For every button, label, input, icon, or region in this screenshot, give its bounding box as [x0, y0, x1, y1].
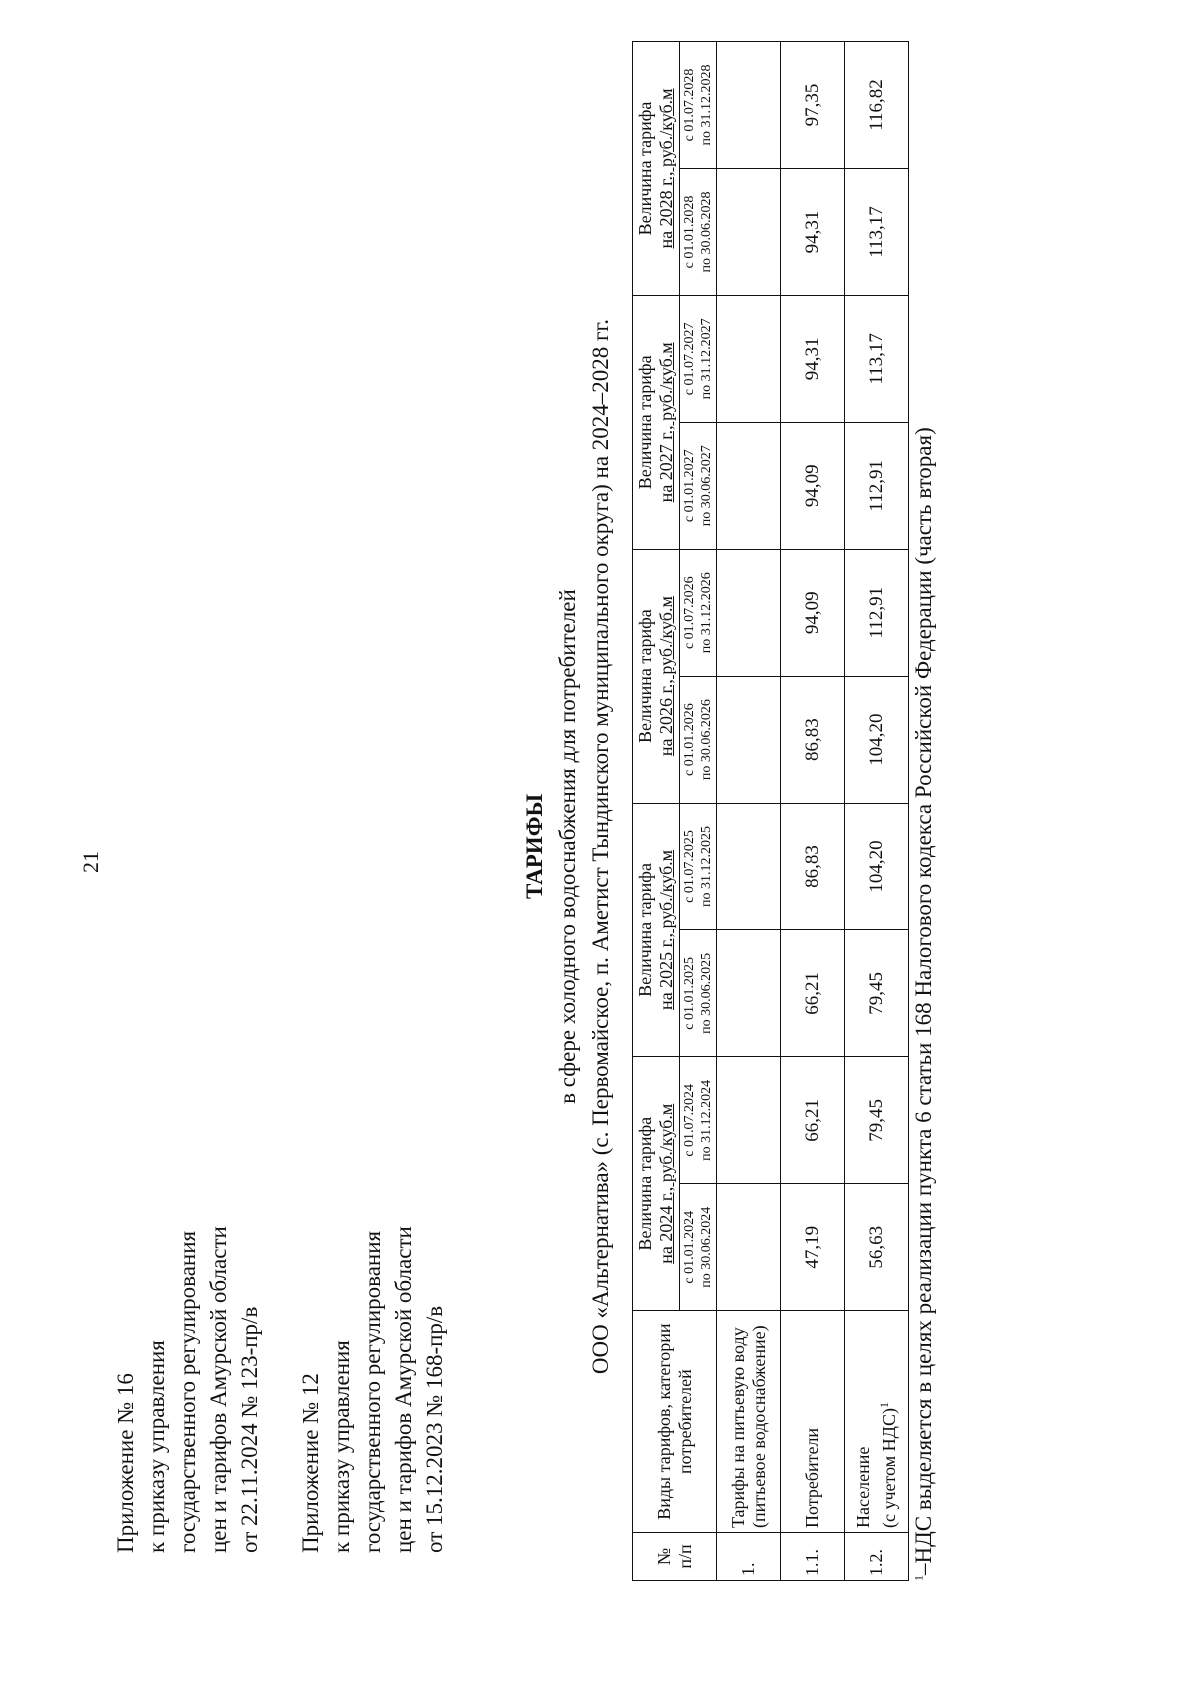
- appendix-line: Приложение № 12: [298, 1373, 323, 1553]
- period-start: с 01.07.2025: [682, 830, 697, 903]
- tariff-value: [717, 803, 781, 930]
- period-end: по 31.12.2024: [699, 1079, 714, 1161]
- table-row: [845, 42, 909, 1581]
- period-start: с 01.01.2026: [682, 703, 697, 776]
- header-year-2026: [633, 549, 680, 803]
- period-cell: [680, 169, 717, 296]
- header-text: Величина тарифа: [635, 101, 655, 236]
- period-end: по 30.06.2026: [699, 699, 714, 781]
- row-number: 1.: [717, 1533, 781, 1581]
- period-cell: [680, 803, 717, 930]
- header-text: Величина тарифа: [635, 355, 655, 490]
- period-cell: [680, 422, 717, 549]
- document-subtitle: в сфере холодного водоснабжения для потребителей: [555, 589, 580, 1104]
- tariff-value: 97,35: [781, 42, 845, 169]
- appendix-reference-2: [295, 1226, 450, 1553]
- period-start: с 01.07.2024: [682, 1083, 697, 1157]
- period-end: по 30.06.2027: [699, 445, 714, 527]
- header-text: потребителей: [674, 1369, 695, 1474]
- period-end: по 31.12.2027: [699, 318, 714, 400]
- appendix-line: к приказу управления: [329, 1340, 354, 1553]
- appendix-line: к приказу управления: [144, 1340, 169, 1553]
- category-text: Тарифы на питьевую воду: [727, 1327, 748, 1529]
- tariff-value: [717, 295, 781, 422]
- footnote-text: –НДС выделяется в целях реализации пункта 6 статьи 168 Налогового кодекса Российской Федерации (часть вторая): [911, 427, 936, 1575]
- tariff-value: [717, 676, 781, 803]
- period-start: с 01.07.2028: [682, 68, 697, 142]
- category-text-with-note: [874, 1315, 900, 1528]
- tariff-value: 47,19: [781, 1184, 845, 1311]
- tariff-value: 113,17: [845, 169, 909, 296]
- header-text: Величина тарифа: [635, 1116, 655, 1251]
- row-category: [717, 1311, 781, 1533]
- period-end: по 31.12.2025: [699, 826, 714, 907]
- tariff-value: 112,91: [845, 549, 909, 676]
- period-cell: [680, 930, 717, 1057]
- header-text: на 2024 г., руб./куб.м: [656, 1103, 676, 1264]
- header-text: Виды тарифов, категории: [653, 1323, 674, 1520]
- page-number: 21: [78, 851, 103, 873]
- tariff-value: 94,09: [781, 549, 845, 676]
- period-cell: [680, 295, 717, 422]
- tariff-value: 113,17: [845, 295, 909, 422]
- tariff-value: 94,31: [781, 295, 845, 422]
- category-text: Население: [853, 1446, 873, 1529]
- appendix-line: от 15.12.2023 № 168-пр/в: [422, 1305, 447, 1553]
- table-header-row: [633, 42, 680, 1581]
- category-text: Потребители: [802, 1427, 822, 1529]
- header-tariff-type: [633, 1311, 717, 1533]
- header-text: №: [653, 1547, 674, 1566]
- appendix-line: цен и тарифов Амурской области: [391, 1226, 416, 1553]
- header-year-2028: [633, 42, 680, 296]
- row-category: [781, 1311, 845, 1533]
- period-cell: [680, 1184, 717, 1311]
- header-text: на 2026 г., руб./куб.м: [656, 596, 676, 757]
- tariff-value: 79,45: [845, 930, 909, 1057]
- tariff-value: [717, 169, 781, 296]
- footnote-ref: 1: [877, 1402, 891, 1409]
- period-cell: [680, 42, 717, 169]
- header-text: п/п: [674, 1544, 695, 1569]
- period-end: по 30.06.2025: [699, 952, 714, 1034]
- period-cell: [680, 676, 717, 803]
- appendix-line: государственного регулирования: [175, 1230, 200, 1553]
- table-row: [717, 42, 781, 1581]
- category-text: (с учетом НДС): [879, 1408, 899, 1529]
- tariff-value: 94,09: [781, 422, 845, 549]
- header-number: [633, 1533, 717, 1581]
- period-start: с 01.01.2024: [682, 1210, 697, 1284]
- tariff-value: 56,63: [845, 1184, 909, 1311]
- tariff-value: 116,82: [845, 42, 909, 169]
- tariff-value: [717, 422, 781, 549]
- tariff-value: 94,31: [781, 169, 845, 296]
- tariff-value: 86,83: [781, 803, 845, 930]
- appendix-reference-1: [110, 1226, 265, 1553]
- row-category: [845, 1311, 909, 1533]
- appendix-line: государственного регулирования: [360, 1230, 385, 1553]
- header-text: на 2025 г., руб./куб.м: [656, 849, 676, 1010]
- footnote-marker: 1: [911, 1575, 926, 1581]
- period-start: с 01.01.2027: [682, 449, 697, 523]
- period-cell: [680, 1057, 717, 1184]
- tariff-value: 66,21: [781, 930, 845, 1057]
- tariff-value: 66,21: [781, 1057, 845, 1184]
- header-text: Величина тарифа: [635, 863, 655, 997]
- tariff-value: 79,45: [845, 1057, 909, 1184]
- tariff-value: 86,83: [781, 676, 845, 803]
- table-row: [781, 42, 845, 1581]
- period-end: по 31.12.2026: [699, 572, 714, 654]
- tariff-table: [632, 41, 909, 1581]
- period-end: по 31.12.2028: [699, 64, 714, 146]
- period-start: с 01.07.2027: [682, 322, 697, 396]
- header-text: Величина тарифа: [635, 609, 655, 744]
- tariff-value: 104,20: [845, 676, 909, 803]
- document-title: ТАРИФЫ: [522, 793, 547, 900]
- period-cell: [680, 549, 717, 676]
- period-start: с 01.07.2026: [682, 576, 697, 650]
- row-number: 1.1.: [781, 1533, 845, 1581]
- header-text: на 2027 г., руб./куб.м: [656, 342, 676, 503]
- period-end: по 30.06.2028: [699, 191, 714, 273]
- appendix-line: Приложение № 16: [113, 1373, 138, 1553]
- appendix-line: от 22.11.2024 № 123-пр/в: [237, 1306, 262, 1553]
- row-number: 1.2.: [845, 1533, 909, 1581]
- period-start: с 01.01.2028: [682, 195, 697, 269]
- category-text: (питьевое водоснабжение): [748, 1325, 769, 1529]
- tariff-value: 104,20: [845, 803, 909, 930]
- document-subtitle-organization: ООО «Альтернатива» (с. Первомайское, п. Аметист Тындинского муниципального округа) на 2024–2028 гг.: [588, 318, 613, 1375]
- tariff-value: [717, 42, 781, 169]
- tariff-value: [717, 1184, 781, 1311]
- header-year-2025: [633, 803, 680, 1057]
- tariff-value: [717, 549, 781, 676]
- appendix-line: цен и тарифов Амурской области: [206, 1226, 231, 1553]
- tariff-value: [717, 1057, 781, 1184]
- header-text: на 2028 г., руб./куб.м: [656, 88, 676, 249]
- tariff-value: 112,91: [845, 422, 909, 549]
- period-end: по 30.06.2024: [699, 1206, 714, 1288]
- header-year-2027: [633, 295, 680, 549]
- tariff-value: [717, 930, 781, 1057]
- footnote: [911, 427, 937, 1581]
- period-start: с 01.01.2025: [682, 957, 697, 1030]
- header-year-2024: [633, 1057, 680, 1311]
